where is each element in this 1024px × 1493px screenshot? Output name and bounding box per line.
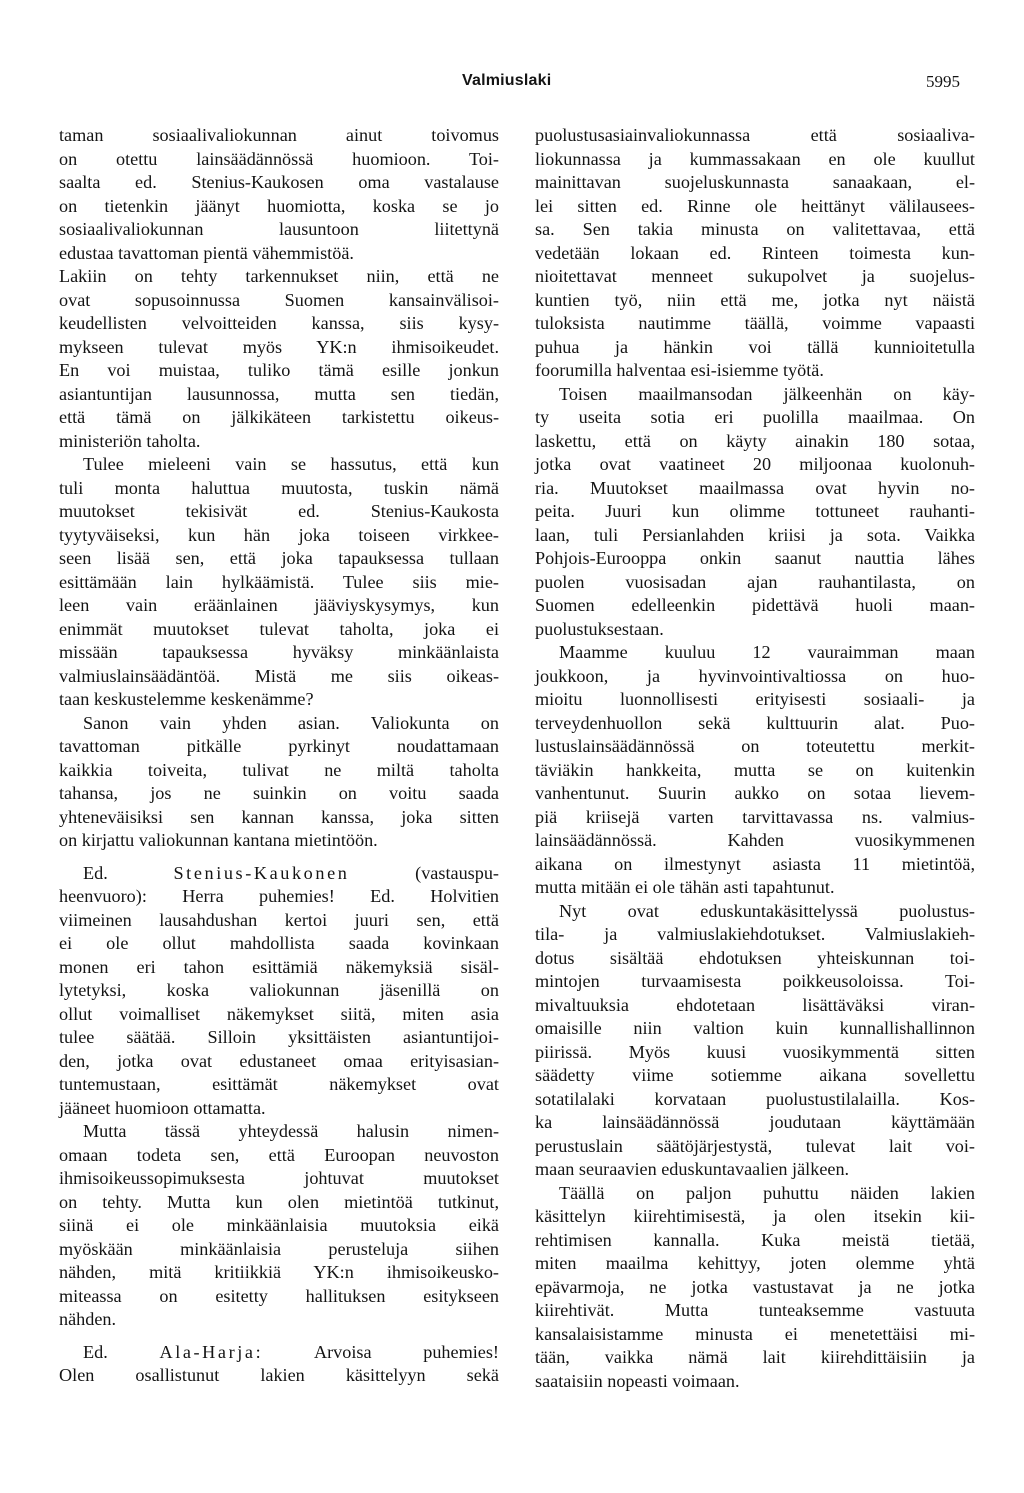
text-line: Pohjois-Eurooppa onkin saanut nauttia lähes [535, 548, 975, 568]
text-line: lei sitten ed. Rinne ole heittänyt välilausees- [535, 195, 975, 216]
text-line: puolen vuosisadan ajan rauhantilasta, on [535, 571, 975, 592]
text-line: Maamme kuuluu 12 vauraimman maan [559, 642, 975, 662]
text-line: heenvuoro): Herra puhemies! Ed. Holvitien [59, 886, 499, 906]
text-line: viimeinen lausahdushan kertoi juuri sen, että [59, 909, 499, 930]
text-line: miteassa on esitetty hallituksen esitykseen [59, 1285, 499, 1306]
paragraph-gap [59, 853, 499, 862]
text-line: enimmät muutokset tulevat taholta, joka ei [59, 618, 499, 639]
text-line: on tietenkin jäänyt huomiotta, koska se jo [59, 195, 499, 216]
text-line: perustuslain säätöjärjestystä, tulevat lait voi- [535, 1135, 975, 1156]
text-line: Tulee mieleeni vain se hassutus, että kun [83, 454, 499, 474]
text-line: laan, tuli Persianlahden kriisi ja sota. Vaikka [535, 524, 975, 545]
text-line: seen lisää sen, että joka tapauksessa tullaan [59, 548, 499, 568]
text-line: kaikkia toiveita, tulivat ne miltä taholta [59, 759, 499, 780]
text-line: rehtimisen kannalla. Kuka meistä tietää, [535, 1229, 975, 1250]
text-line: jotka ovat vaatineet 20 miljoonaa kuolonuh- [535, 454, 975, 474]
text-line: tavattoman pitkälle pyrkinyt noudattamaan [59, 736, 499, 756]
text-line: tuli monta haluttua muutosta, tuskin nämä [59, 477, 499, 498]
text-line: täviäkin hankkeita, mutta se on kuitenkin [535, 759, 975, 780]
text-line: tila- ja valmiuslakiehdotukset. Valmiuslakieh- [535, 924, 975, 944]
text-line: Suomen edelleenkin pidettävä huoli maan- [535, 595, 975, 615]
text-line: monen eri tahon esittämiä näkemyksiä sisäl- [59, 956, 499, 977]
text-line: ovat sopusoinnussa Suomen kansainvälisoi- [59, 289, 499, 310]
text-line: maan seuraavien eduskuntavaalien jälkeen. [535, 1159, 850, 1179]
text-line: sa. Sen takia minusta on valitettavaa, että [535, 219, 975, 239]
text-line: puhua ja hänkin voi tällä kunnioitetulla [535, 336, 975, 357]
text-line: ka lainsäädännössä joudutaan käyttämään [535, 1112, 975, 1132]
text-line: ihmisoikeussopimuksesta johtuvat muutokset [59, 1168, 499, 1188]
text-line: ollut voimalliset näkemykset siitä, miten asia [59, 1003, 499, 1024]
text-line: Olen osallistunut lakien käsittelyyn sekä [59, 1365, 499, 1385]
speaker-suffix: (vastauspu- [349, 862, 499, 883]
text-line: epävarmoja, ne jotka vastustavat ja ne jotka [535, 1276, 975, 1297]
text-line: kiirehtivät. Mutta tunteaksemme vastuuta [535, 1300, 975, 1320]
text-line: edustaa tavattoman pientä vähemmistöä. [59, 242, 354, 263]
text-line: omaisille niin valtion kuin kunnallishallinnon [535, 1018, 975, 1038]
text-line: laskettu, että on käyty ainakin 180 sotaa, [535, 430, 975, 451]
paragraph-gap [59, 1332, 499, 1341]
speaker-name: Ala-Harja: [159, 1341, 264, 1362]
speaker-suffix: Arvoisa puhemies! [263, 1341, 499, 1362]
text-line: mykseen tulevat myös YK:n ihmisoikeudet. [59, 336, 499, 357]
text-line: vanhentunut. Suurin aukko on sotaa lievem- [535, 783, 975, 803]
page-number: 5995 [926, 72, 960, 91]
text-line: esittämään lain hylkäämistä. Tulee siis mie- [59, 571, 499, 592]
text-line: on tehty. Mutta kun olen mietintöä tutkinut, [59, 1191, 499, 1212]
text-line: mutta mitään ei ole tähän asti tapahtunut. [535, 877, 835, 897]
text-line: terveydenhuollon sekä kulttuurin alat. Puo- [535, 712, 975, 733]
text-line: että tämä on jälkikäteen tarkistettu oikeus- [59, 407, 499, 427]
speaker-name: Stenius-Kaukonen [173, 862, 350, 883]
text-line: ministeriön taholta. [59, 430, 201, 451]
text-line: myöskään minkäänlaisia perusteluja siihen [59, 1238, 499, 1259]
text-line: Täällä on paljon puhuttu näiden lakien [559, 1182, 975, 1203]
text-line: tyytyväiseksi, kun hän joka toiseen virkkee- [59, 524, 499, 545]
text-line: Nyt ovat eduskuntakäsittelyssä puolustus- [559, 900, 975, 921]
text-line: siinä ei ole minkäänlaisia muutoksia eikä [59, 1215, 499, 1235]
text-line: saalta ed. Stenius-Kaukosen oma vastalause [59, 172, 499, 192]
text-line: nähden, mitä kritiikkiä YK:n ihmisoikeusko- [59, 1262, 499, 1282]
text-line: valmiuslainsäädäntöä. Mistä me siis oikeas- [59, 665, 499, 686]
text-line: kansalaisistamme minusta ei menetettäisi mi- [535, 1323, 975, 1344]
text-line: säädetty viime sotiemme aikana sovellettu [535, 1065, 975, 1085]
text-line: aikana on ilmestynyt asiasta 11 mietintöä, [535, 853, 975, 874]
text-line: piirissä. Myös kuusi vuosikymmentä sitten [535, 1041, 975, 1062]
text-line: mivaltuuksia ehdotetaan lisättäväksi viran- [535, 994, 975, 1015]
text-line: mintojen turvaamisesta poikkeusoloissa. Toi- [535, 971, 975, 991]
text-line: yhteneväisiksi sen kannan kanssa, joka sitten [59, 806, 499, 827]
text-line: sosiaalivaliokunnan lausuntoon liitettynä [59, 219, 499, 239]
text-line: liokunnassa ja kummassakaan en ole kuullut [535, 148, 975, 169]
running-header [0, 72, 1024, 102]
text-line: saataisiin nopeasti voimaan. [535, 1370, 740, 1391]
text-line: peita. Juuri kun olimme tottuneet rauhanti- [535, 501, 975, 521]
text-line: taman sosiaalivaliokunnan ainut toivomus [59, 125, 499, 145]
text-line: muutokset tekisivät ed. Stenius-Kaukosta [59, 501, 499, 521]
text-line: Sanon vain yhden asian. Valiokunta on [83, 712, 499, 733]
text-line: lainsäädännössä. Kahden vuosikymmenen [535, 830, 975, 850]
text-line: tuloksista nautimme täällä, voimme vapaasti [535, 313, 975, 333]
text-line: Mutta tässä yhteydessä halusin nimen- [83, 1121, 499, 1141]
text-line: den, jotka ovat edustaneet omaa erityisasian- [59, 1050, 499, 1071]
text-line: Lakiin on tehty tarkennukset niin, että ne [59, 266, 499, 286]
left-text-column [59, 124, 499, 1388]
text-line: ty useita sotia eri puolilla maailmaa. On [535, 407, 975, 427]
text-line: missään tapauksessa hyväksy minkäänlaista [59, 642, 499, 662]
text-line: ei ole ollut mahdollista saada kovinkaan [59, 933, 499, 953]
text-line: keudellisten velvoitteiden kanssa, siis kysy- [59, 313, 499, 333]
text-line: joukkoon, ja hyvinvointivaltiossa on huo- [535, 665, 975, 686]
text-line: vedetään lokaan ed. Rinteen toimesta kun- [535, 242, 975, 263]
text-line: taan keskustelemme keskenämme? [59, 689, 314, 709]
text-line: on kirjattu valiokunnan kantana mietintöön. [59, 830, 378, 850]
text-line: on otettu lainsäädännössä huomioon. Toi- [59, 148, 499, 169]
text-line [59, 1341, 499, 1365]
text-line: leen vain eräänlainen jääviyskysymys, kun [59, 595, 499, 615]
text-line: dotus sisältää ehdotuksen yhteiskunnan toi- [535, 947, 975, 968]
speaker-prefix: Ed. [83, 862, 174, 883]
text-line: ria. Muutokset maailmassa ovat hyvin no- [535, 477, 975, 498]
text-line: jääneet huomioon ottamatta. [59, 1097, 266, 1118]
text-line: tahansa, jos ne suinkin on voitu saada [59, 783, 499, 803]
text-line: tulee säätää. Silloin yksittäisten asiantuntijoi- [59, 1027, 499, 1047]
text-line: mainittavan suojeluskunnasta sanaakaan, el- [535, 172, 975, 192]
text-line: lustuslainsäädännössä on toteutettu merkit- [535, 736, 975, 756]
text-line: puolustusasiainvaliokunnassa että sosiaaliva- [535, 125, 975, 145]
text-line: kuntien työ, niin että me, jotka nyt näistä [535, 289, 975, 310]
text-line: piä kriisejä varten tarvittavassa ns. valmius- [535, 806, 975, 827]
speaker-prefix: Ed. [83, 1341, 160, 1362]
text-line: tään, vaikka nämä lait kiirehdittäisiin ja [535, 1347, 975, 1367]
text-line: lytetyksi, koska valiokunnan jäsenillä on [59, 980, 499, 1000]
text-line: käsittelyn kiirehtimisestä, ja olen itsekin kii- [535, 1206, 975, 1226]
text-line: mioitu luonnollisesti erityisesti sosiaali- ja [535, 689, 975, 709]
text-line: nähden. [59, 1309, 117, 1329]
running-title: Valmiuslaki [462, 72, 552, 89]
text-line: sotatilalaki korvataan puolustustilalailla. Kos- [535, 1088, 975, 1109]
right-text-column [535, 124, 975, 1393]
text-line: En voi muistaa, tuliko tämä esille jonkun [59, 360, 499, 380]
text-line: asiantuntijan lausunnossa, mutta sen tiedän, [59, 383, 499, 404]
text-line: nioitettavat menneet sukupolvet ja suojelus- [535, 266, 975, 286]
text-line: omaan todeta sen, että Euroopan neuvoston [59, 1144, 499, 1165]
text-line: miten maailma kehittyy, joten olemme yhtä [535, 1253, 975, 1273]
text-line: foorumilla halventaa esi-isiemme työtä. [535, 360, 824, 380]
text-line: tuntemustaan, esittämät näkemykset ovat [59, 1074, 499, 1094]
text-line: Toisen maailmansodan jälkeenhän on käy- [559, 383, 975, 404]
text-line: puolustuksestaan. [535, 618, 664, 639]
text-line [59, 862, 499, 886]
